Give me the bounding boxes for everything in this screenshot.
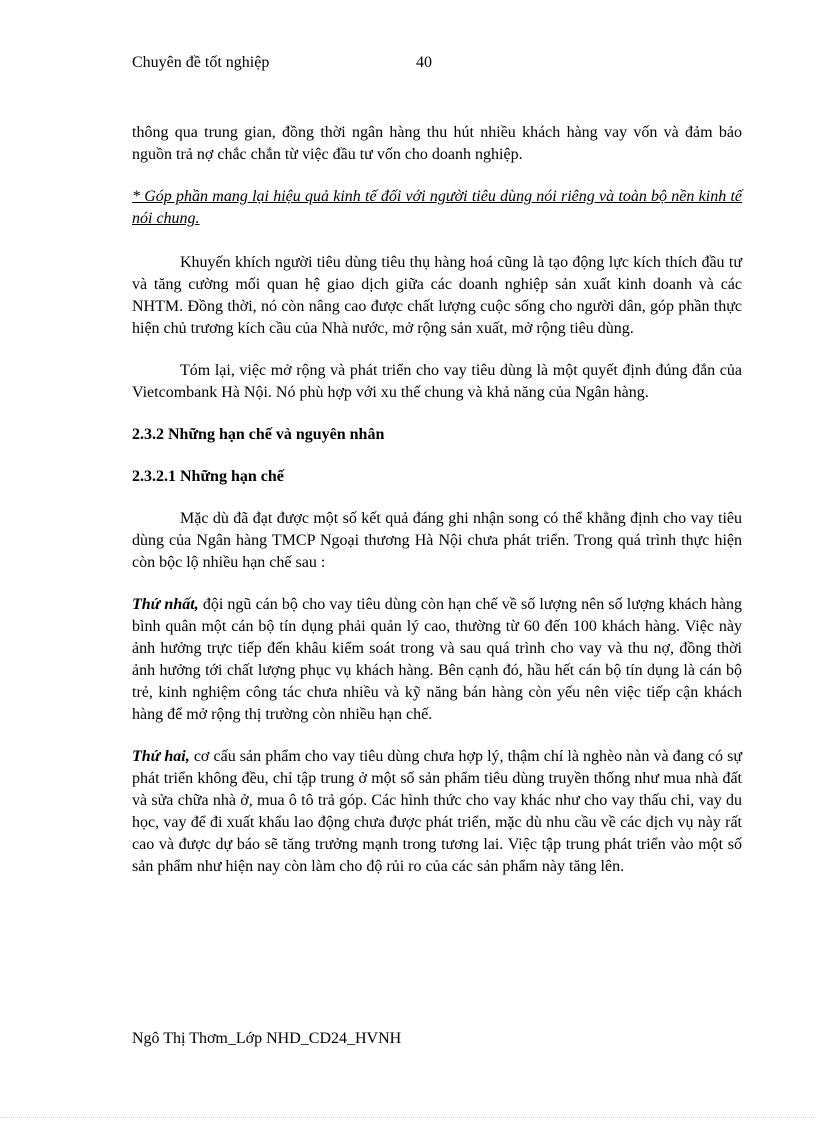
paragraph-summary: Tóm lại, việc mở rộng và phát triển cho vay tiêu dùng là một quyết định đúng đắn của Vietcombank Hà Nội. Nó phù hợp với xu thế chung và khả năng của Ngân hàng. (132, 362, 742, 401)
paragraph-continuation: thông qua trung gian, đồng thời ngân hàng thu hút nhiều khách hàng vay vốn và đảm bảo nguồn trả nợ chắc chắn từ việc đầu tư vốn cho doanh nghiệp. (132, 124, 742, 163)
document-title: Chuyên đề tốt nghiệp (132, 54, 270, 71)
paragraph-second-limitation (132, 746, 742, 878)
first-limitation-lead: Thứ nhất, (132, 596, 199, 613)
page-bottom-divider (0, 1117, 816, 1118)
section-heading-2-3-2: 2.3.2 Những hạn chế và nguyên nhân (132, 426, 385, 443)
second-limitation-text: cơ cấu sản phẩm cho vay tiêu dùng chưa hợp lý, thậm chí là nghèo nàn và đang có sự phát triển không đều, chỉ tập trung ở một số sản phẩm tiêu dùng truyền thống như mua nhà đất và sửa chữa nhà ở, mua ô tô trả góp. Các hình thức cho vay khác như cho vay thấu chi, vay du học, vay để đi xuất khẩu lao động chưa được phát triển, mặc dù nhu cầu về các dịch vụ này rất cao và được dự báo sẽ tăng trưởng mạnh trong tương lai. Việc tập trung phát triển vào một số sản phẩm như hiện nay còn làm cho độ rủi ro của các sản phẩm này tăng lên. (132, 748, 743, 875)
first-limitation-text: đội ngũ cán bộ cho vay tiêu dùng còn hạn chế về số lượng nên số lượng khách hàng bình quân một cán bộ tín dụng phải quản lý cao, thường từ 60 đến 100 khách hàng. Việc này ảnh hưởng trực tiếp đến khâu kiểm soát trong và sau quá trình cho vay và thu nợ, đồng thời ảnh hưởng tới chất lượng phục vụ khách hàng. Bên cạnh đó, hầu hết cán bộ tín dụng là cán bộ trẻ, kinh nghiệm công tác chưa nhiều và kỹ năng bán hàng còn yếu nên việc tiếp cận khách hàng để mở rộng thị trường còn nhiều hạn chế. (132, 596, 742, 723)
emphasis-point: * Góp phần mang lại hiệu quả kinh tế đối với người tiêu dùng nói riêng và toàn bộ nền kinh tế nói chung. (132, 188, 742, 227)
paragraph-limitations-intro: Mặc dù đã đạt được một số kết quả đáng ghi nhận song có thể khẳng định cho vay tiêu dùng của Ngân hàng TMCP Ngoại thương Hà Nội chưa phát triển. Trong quá trình thực hiện còn bộc lộ nhiều hạn chế sau : (132, 510, 742, 571)
document-body (132, 122, 742, 878)
page-header (132, 54, 752, 76)
paragraph-consumer-stimulus: Khuyến khích người tiêu dùng tiêu thụ hàng hoá cũng là tạo động lực kích thích đầu tư và tăng cường mối quan hệ giao dịch giữa các doanh nghiệp sản xuất kinh doanh và các NHTM. Đồng thời, nó còn nâng cao được chất lượng cuộc sống cho người dân, góp phần thực hiện chủ trương kích cầu của Nhà nước, mở rộng sản xuất, mở rộng tiêu dùng. (132, 254, 742, 337)
paragraph-first-limitation (132, 594, 742, 726)
section-heading-2-3-2-1: 2.3.2.1 Những hạn chế (132, 468, 284, 485)
second-limitation-lead: Thứ hai, (132, 748, 190, 765)
page-footer: Ngô Thị Thơm_Lớp NHD_CD24_HVNH (132, 1030, 402, 1047)
page-number: 40 (416, 54, 432, 71)
